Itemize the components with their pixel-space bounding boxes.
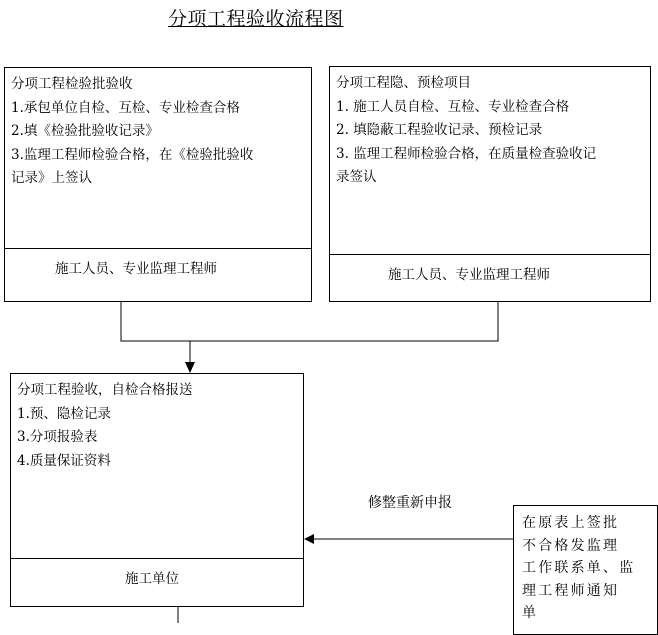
box-line: 分项工程验收，自检合格报送 — [17, 382, 193, 398]
box-line: 录签认 — [336, 169, 377, 185]
box-line: 1.承包单位自检、互检、专业检查合格 — [11, 99, 240, 116]
hidden-precheck-content — [330, 67, 650, 190]
left-arrowhead — [304, 534, 314, 544]
box-line: 1.预、隐检记录 — [17, 405, 111, 422]
box-line: 在原表上签批 — [522, 515, 620, 531]
down-arrowhead — [185, 362, 195, 373]
subitem-acceptance-box — [10, 373, 304, 607]
responsible-party-label: 施工单位 — [125, 571, 179, 587]
hidden-precheck-footer — [330, 254, 650, 301]
box-line: 2.填《检验批验收记录》 — [11, 123, 159, 139]
merge-connector — [121, 302, 498, 341]
box-line: 分项工程隐、预检项目 — [336, 75, 471, 91]
box-line: 3.监理工程师检验合格，在《检验批验收 — [11, 146, 254, 163]
box-line: 3. 监理工程师检验合格，在质量检查验收记 — [336, 145, 597, 162]
box-line: 4.质量保证资料 — [17, 452, 111, 469]
box-line: 2. 填隐蔽工程验收记录、预检记录 — [336, 122, 543, 138]
hidden-precheck-box — [329, 66, 651, 302]
subitem-acceptance-footer — [11, 558, 303, 606]
box-line: 3.分项报验表 — [17, 429, 98, 445]
inspection-batch-box — [4, 67, 312, 302]
rejection-box — [513, 505, 658, 635]
box-line: 理工程师通知 — [522, 582, 620, 599]
box-line: 分项工程检验批验收 — [11, 76, 133, 92]
rejection-content — [514, 506, 657, 625]
subitem-acceptance-content — [11, 374, 303, 473]
box-line: 单 — [522, 605, 539, 621]
inspection-batch-content — [5, 68, 311, 191]
arrow-label: 修整重新申报 — [368, 495, 452, 511]
box-line: 不合格发监理 — [522, 537, 620, 554]
inspection-batch-footer — [5, 248, 311, 301]
page-title: 分项工程验收流程图 — [168, 8, 344, 30]
box-line: 工作联系单、监 — [522, 560, 636, 576]
responsible-party-label: 施工人员、专业监理工程师 — [55, 261, 217, 277]
box-line: 1. 施工人员自检、互检、专业检查合格 — [336, 98, 570, 115]
box-line: 记录》上签认 — [11, 170, 92, 186]
responsible-party-label: 施工人员、专业监理工程师 — [388, 267, 550, 283]
